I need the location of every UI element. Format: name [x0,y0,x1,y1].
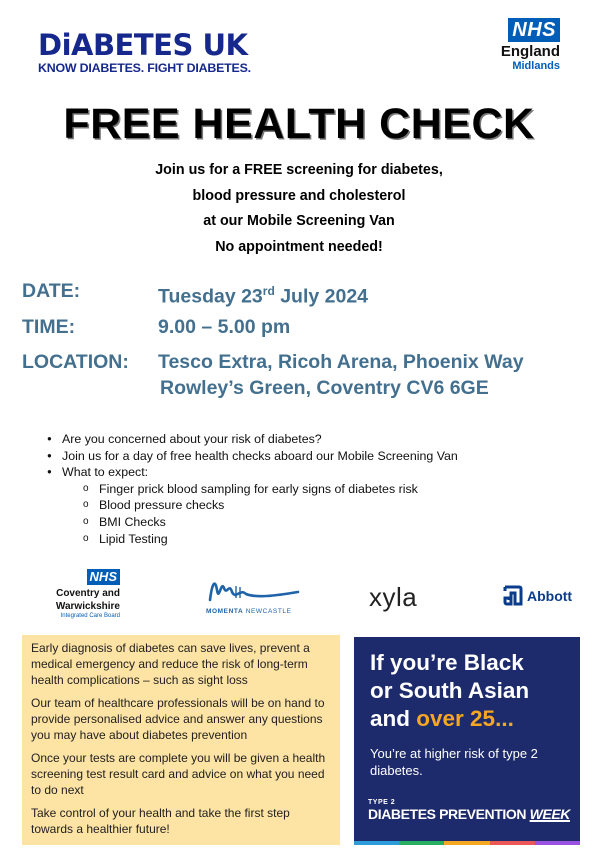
expect-item: o Blood pressure checks [83,498,225,513]
list-item: ● Join us for a day of free health checks aboard our Mobile Screening Van [47,448,458,465]
info-box [22,635,340,845]
location-value [158,349,524,401]
circle-bullet-icon: o [83,499,89,511]
promo-highlight: over 25... [416,706,514,731]
nhs-region: England [500,43,560,60]
nhs-coventry-warwickshire-logo [38,568,120,620]
promo-panel [354,637,580,845]
xyla-logo: xyla [369,582,418,612]
cw-subline: Integrated Care Board [60,613,120,619]
nhs-badge: NHS [508,18,560,42]
color-stripe [354,841,580,845]
momenta-wordmark: MOMENTA NEWCASTLE [206,608,292,615]
nhs-subregion: Midlands [512,60,560,72]
abbott-logo [503,585,572,607]
diabetes-uk-wordmark: DiABETES UK [38,28,248,62]
date-label: DATE: [22,280,81,302]
info-paragraph: Once your tests are complete you will be given a health screening test result card and advice on what you need to do next [31,751,326,797]
momenta-logo [206,576,302,615]
expect-item: o BMI Checks [83,514,166,529]
abbott-wordmark: Abbott [527,588,573,604]
info-paragraph: Take control of your health and take the first step towards a healthier future! [31,806,290,836]
intro-text [0,158,598,260]
prevention-week-logo [368,799,570,822]
promo-heading: If you’re Black or South Asian and over 25... [370,650,530,731]
circle-bullet-icon: o [83,515,89,527]
expect-item: o Lipid Testing [83,531,168,546]
time-value: 9.00 – 5.00 pm [158,316,291,338]
list-item: ● Are you concerned about your risk of diabetes? [47,431,458,448]
circle-bullet-icon: o [83,482,89,494]
intro-line: at our Mobile Screening Van [203,213,395,229]
time-label: TIME: [22,316,76,338]
cw-line: Coventry and [56,588,120,599]
list-item: ● What to expect: [47,464,458,481]
expect-item: o Finger prick blood sampling for early signs of diabetes risk [83,481,418,496]
campaign-name: DIABETES PREVENTION WEEK [368,806,570,822]
nhs-england-logo [494,18,560,73]
promo-subtext: You’re at higher risk of type 2 diabetes. [370,746,538,778]
intro-line: No appointment needed! [215,238,383,255]
info-paragraph: Our team of healthcare professionals will be on hand to provide personalised advice and answer any questions you may have about diabetes prevention [31,696,325,742]
page-title: FREE HEALTH CHECK [63,100,535,148]
abbott-symbol-icon [503,585,523,607]
campaign-top: TYPE 2 [368,799,396,806]
info-paragraph: Early diagnosis of diabetes can save lives, prevent a medical emergency and reduce the risk of long-term health complications – such as sight loss [31,641,310,687]
location-line: Rowley’s Green, Coventry CV6 6GE [160,377,489,399]
diabetes-uk-tagline: KNOW DIABETES. FIGHT DIABETES. [38,61,251,75]
circle-bullet-icon: o [83,532,89,544]
cw-line: Warwickshire [55,601,120,612]
intro-line: blood pressure and cholesterol [192,187,406,204]
intro-line: Join us for a FREE screening for diabetes, [155,162,443,178]
location-label: LOCATION: [22,351,129,373]
momenta-wave-icon [206,576,302,602]
bullet-list [47,431,458,547]
location-line: Tesco Extra, Ricoh Arena, Phoenix Way [158,351,524,373]
date-value: Tuesday 23rd July 2024 [158,284,369,308]
diabetes-uk-logo [38,30,278,75]
nhs-badge: NHS [87,569,120,585]
